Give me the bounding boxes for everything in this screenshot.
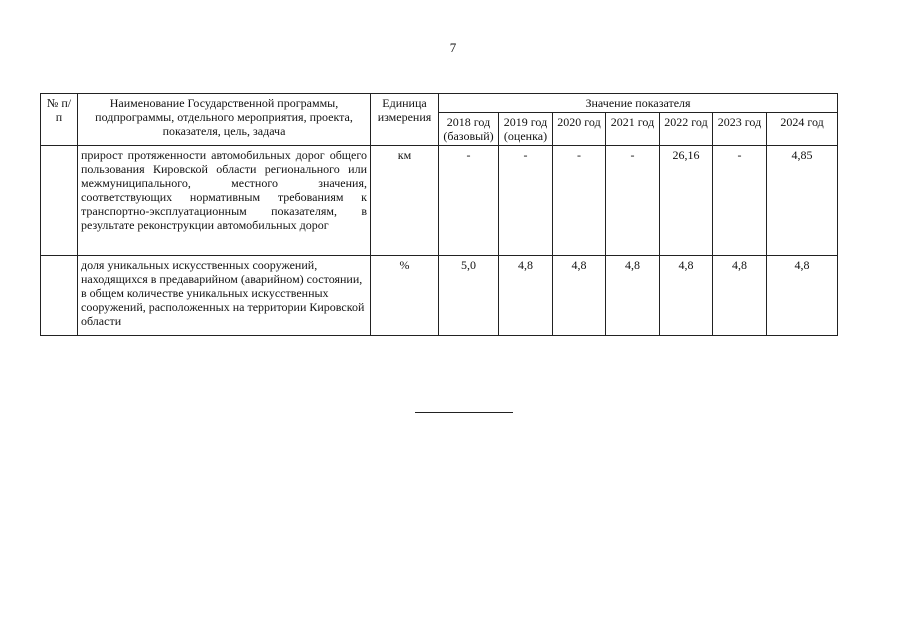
- row-value-2019: -: [499, 146, 553, 256]
- row-value-2024: 4,85: [767, 146, 838, 256]
- header-year-2023: 2023 год: [713, 113, 767, 146]
- row-value-2018: -: [439, 146, 499, 256]
- row-value-2019: 4,8: [499, 256, 553, 336]
- row-name: доля уникальных искусственных сооружений, находящихся в предаварийном (аварийном) состоянии, в общем количестве уникальных искусственных сооружений, расположенных на территории Кировской области: [78, 256, 371, 336]
- page-number: 7: [449, 40, 457, 55]
- row-value-2022: 26,16: [660, 146, 713, 256]
- header-year-2021: 2021 год: [606, 113, 660, 146]
- row-num: [41, 146, 78, 256]
- row-value-2020: 4,8: [553, 256, 606, 336]
- table-row: [41, 146, 838, 256]
- row-value-2021: 4,8: [606, 256, 660, 336]
- row-value-2022: 4,8: [660, 256, 713, 336]
- row-unit: %: [371, 256, 439, 336]
- header-value-group: Значение показателя: [439, 94, 838, 113]
- table-row: [41, 256, 838, 336]
- row-value-2023: 4,8: [713, 256, 767, 336]
- header-year-2020: 2020 год: [553, 113, 606, 146]
- row-value-2020: -: [553, 146, 606, 256]
- row-name: прирост протяженности автомобильных дорог общего пользования Кировской области регионального или межмуниципального, местного значения, соответствующих нормативным требованиям к транспортно-эксплуатационным показателям, в результате реконструкции автомобильных дорог: [78, 146, 371, 256]
- header-year-2024: 2024 год: [767, 113, 838, 146]
- footer-divider: [415, 412, 513, 413]
- indicators-table: [40, 93, 838, 336]
- header-year-2019: 2019 год (оценка): [499, 113, 553, 146]
- row-num: [41, 256, 78, 336]
- row-value-2023: -: [713, 146, 767, 256]
- header-num: № п/п: [41, 94, 78, 146]
- row-unit: км: [371, 146, 439, 256]
- header-name: Наименование Государственной программы, подпрограммы, отдельного мероприятия, проекта, показателя, цель, задача: [78, 94, 371, 146]
- row-value-2018: 5,0: [439, 256, 499, 336]
- row-value-2021: -: [606, 146, 660, 256]
- header-year-2022: 2022 год: [660, 113, 713, 146]
- row-value-2024: 4,8: [767, 256, 838, 336]
- header-unit: Единица измерения: [371, 94, 439, 146]
- header-year-2018: 2018 год (базовый): [439, 113, 499, 146]
